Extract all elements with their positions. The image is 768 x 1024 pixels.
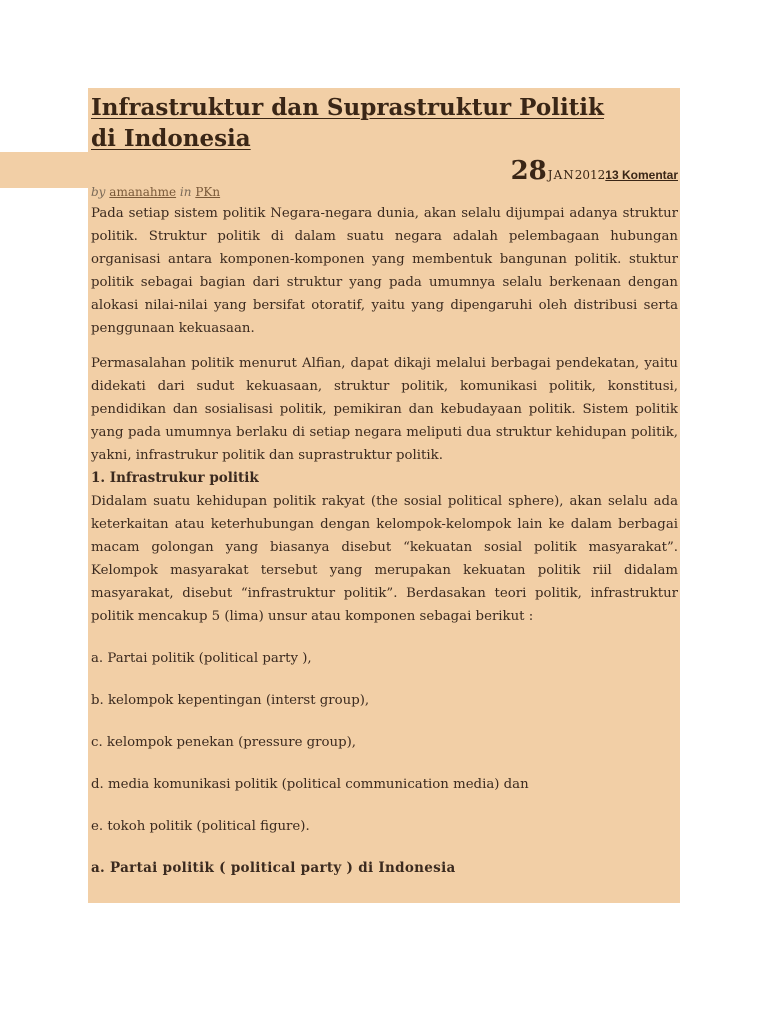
- in-label: in: [179, 185, 192, 199]
- section-heading-2: a. Partai politik ( political party ) di Indonesia: [91, 860, 456, 876]
- date-day: 28: [510, 156, 547, 186]
- category-link[interactable]: PKn: [195, 185, 221, 199]
- list-item: c. kelompok penekan (pressure group),: [91, 735, 357, 750]
- list-item: d. media komunikasi politik (political communication media) dan: [91, 777, 529, 792]
- article-page: [88, 88, 680, 903]
- title-line-1: Infrastruktur dan Suprastruktur Politik: [91, 94, 604, 121]
- by-label: by: [91, 185, 106, 199]
- list-item: e. tokoh politik (political figure).: [91, 819, 310, 834]
- comments-link[interactable]: 13 Komentar: [605, 168, 678, 182]
- paragraph-1: Pada setiap sistem politik Negara-negara dunia, akan selalu dijumpai adanya struktur politik. Struktur politik di dalam suatu negara adalah pelembagaan hubungan organisasi antara komponen-komponen yang membentuk bangunan politik. stuktur politik sebagai bagian dari struktur yang pada umumnya selalu berkenaan dengan alokasi nilai-nilai yang bersifat otoratif, yaitu yang dipengaruhi oleh distribusi serta penggunaan kekuasaan.: [91, 206, 678, 336]
- paragraph-3: Didalam suatu kehidupan politik rakyat (the sosial political sphere), akan selalu ada keterkaitan atau keterhubungan dengan kelompok-kelompok lain ke dalam berbagai macam golongan yang biasanya disebut “kekuatan sosial politik masyarakat”. Kelompok masyarakat tersebut yang merupakan kekuatan politik riil didalam masyarakat, disebut “infrastruktur politik”. Berdasakan teori politik, infrastruktur politik mencakup 5 (lima) unsur atau komponen sebagai berikut :: [91, 494, 678, 624]
- byline: [91, 182, 678, 202]
- paragraph-2: Permasalahan politik menurut Alfian, dapat dikaji melalui berbagai pendekatan, yaitu didekati dari sudut kekuasaan, struktur politik, komunikasi politik, konstitusi, pendidikan dan sosialisasi politik, pemikiran dan kebudayaan politik. Sistem politik yang pada umumnya berlaku di setiap negara meliputi dua struktur kehidupan politik, yakni, infrastrukur politik dan suprastruktur politik.: [91, 356, 678, 463]
- title-line-2: di Indonesia: [91, 125, 251, 152]
- side-tab: [0, 152, 90, 188]
- list-item: a. Partai politik (political party ),: [91, 651, 312, 666]
- article-body: [91, 202, 678, 880]
- date-year: 2012: [574, 168, 606, 182]
- author-link[interactable]: amanahme: [109, 185, 177, 199]
- section-heading-1: 1. Infrastrukur politik: [91, 470, 259, 486]
- article-title[interactable]: [91, 92, 678, 154]
- list-item: b. kelompok kepentingan (interst group),: [91, 693, 370, 708]
- date-month: JAN: [547, 168, 575, 182]
